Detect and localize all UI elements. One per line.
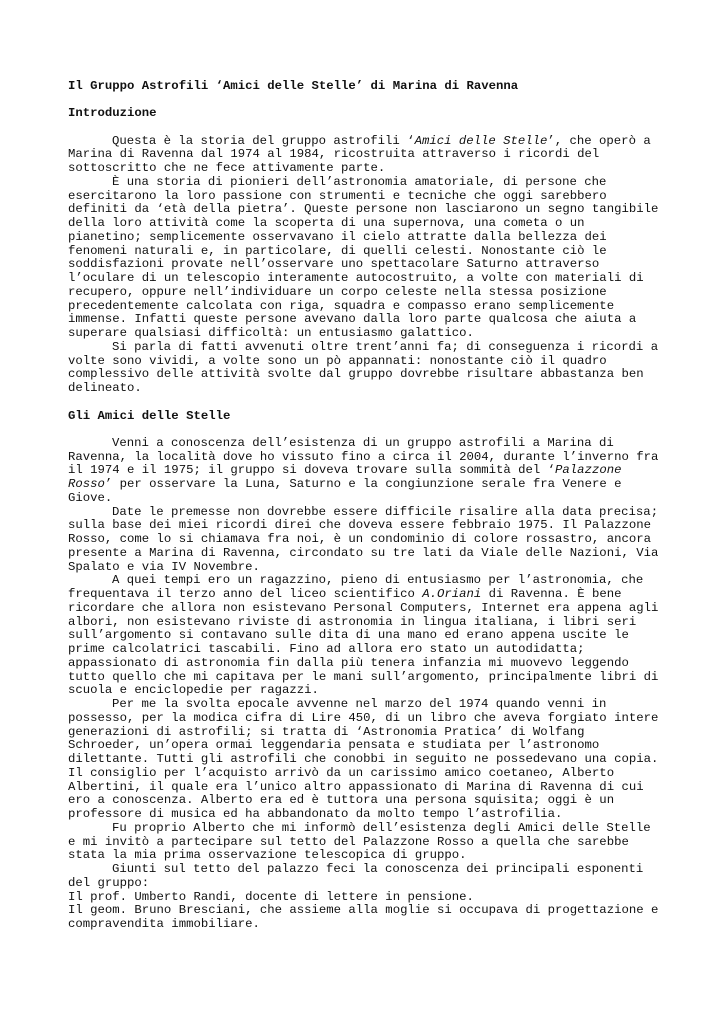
text-line: delineato.: [68, 381, 142, 395]
text-line: Giove.: [68, 490, 113, 505]
text-line: stata la mia prima osservazione telescopica di gruppo.: [68, 848, 467, 863]
text-line: Il consiglio per l’acquisto arrivò da un carissimo amico coetaneo, Alberto: [68, 765, 615, 780]
text-line: ricordare che allora non esistevano Personal Computers, Internet era appena agli: [68, 600, 659, 615]
emphasis: Rosso: [68, 477, 105, 491]
text-line: A quei tempi ero un ragazzino, pieno di entusiasmo per l’astronomia, che: [112, 573, 644, 588]
text-line: frequentava il terzo anno del liceo scientifico A.Oriani di Ravenna. È bene: [68, 587, 622, 601]
text-line: Per me la svolta epocale avvenne nel marzo del 1974 quando venni in: [112, 697, 607, 711]
text-line: ero a conoscenza. Alberto era ed è tuttora una persona squisita; oggi è un: [68, 793, 615, 808]
text-line: scuola e enciclopedie per ragazzi.: [68, 683, 319, 698]
text-line: della loro attività come la scoperta di una supernova, una cometa o un: [68, 216, 585, 230]
text-line: immense. Infatti queste persone avevano dalla loro parte qualcosa che aiuta a: [68, 312, 637, 327]
text-line: volte sono vividi, a volte sono un pò appannati: nonostante ciò il quadro: [68, 353, 607, 368]
text-line: Ravenna, la località dove ho vissuto fino a circa il 2004, durante l’inverno fra: [68, 449, 659, 464]
text-line: esercitarono la loro passione con strumenti e tecniche che oggi sarebbero: [68, 188, 607, 203]
text-line: Schroeder, un’opera ormai leggendaria pensata e studiata per l’astronomo: [68, 738, 600, 753]
paragraph: [68, 437, 658, 506]
paragraph: [68, 341, 658, 396]
text-line: sull’argomento si contavano sulle dita di una mano ed erano appena uscite le: [68, 628, 629, 643]
text-line: precedentemente calcolata con riga, squadra e compasso erano semplicemente: [68, 298, 615, 313]
text-line: Albertini, il quale era l’unico altro appassionato di Marina di Ravenna di cui: [68, 779, 644, 794]
text-line: e mi invitò a partecipare sul tetto del Palazzone Rosso a quella che sarebbe: [68, 834, 629, 849]
text-line: Questa è la storia del gruppo astrofili ‘Amici delle Stelle’, che operò a: [112, 133, 651, 148]
text-line: l’oculare di un telescopio interamente autocostruito, a volte con materiali di: [68, 271, 644, 285]
text-line: soddisfazioni provate nell’osservare uno spettacolare Saturno attraverso: [68, 257, 600, 272]
text-line: superare qualsiasi difficoltà: un entusiasmo galattico.: [68, 326, 474, 340]
paragraph: [68, 176, 658, 341]
text-line: fenomeni naturali e, in particolare, di quelli celesti. Nonostante ciò le: [68, 243, 607, 258]
text-line: sottoscritto che ne fece attivamente parte.: [68, 161, 386, 175]
text-line: albori, non esistevano riviste di astronomia in lingua italiana, i libri seri: [68, 614, 637, 629]
text-line: definiti da ‘età della pietra’. Queste persone non lasciarono un segno tangibile: [68, 202, 659, 217]
text-line: Fu proprio Alberto che mi informò dell’esistenza degli Amici delle Stelle: [112, 820, 651, 835]
paragraph: [68, 574, 658, 698]
text-line: È una storia di pionieri dell’astronomia amatoriale, di persone che: [112, 174, 607, 189]
emphasis: A.Oriani: [422, 587, 482, 601]
paragraph: [68, 506, 658, 575]
paragraph: [68, 863, 658, 891]
paragraph: [68, 822, 658, 863]
text-line: pianetino; semplicemente osservavano il cielo attratte dalla bellezza dei: [68, 229, 607, 244]
list-item: Il geom. Bruno Bresciani, che assieme alla moglie si occupava di progettazione e: [68, 903, 659, 918]
list-item: Il prof. Umberto Randi, docente di lettere in pensione.: [68, 889, 474, 904]
text-line: Rosso, come lo si chiamava fra noi, è un condominio di colore rossastro, ancora: [68, 532, 651, 546]
text-line: Giunti sul tetto del palazzo feci la conoscenza dei principali esponenti: [112, 862, 644, 876]
text-line: professore di musica ed ha abbandonato da molto tempo l’astrofilia.: [68, 807, 563, 821]
paragraph: [68, 135, 658, 176]
text-line: il 1974 e il 1975; il gruppo si doveva trovare sulla sommità del ‘Palazzone: [68, 463, 622, 478]
document-page: [68, 80, 658, 932]
text-line: dilettante. Tutti gli astrofili che conobbi in seguito ne possedevano una copia.: [68, 752, 659, 766]
text-line: complessivo delle attività svolte dal gruppo dovrebbe risultare abbastanza ben: [68, 367, 644, 382]
list-item: compravendita immobiliare.: [68, 917, 260, 931]
text-line: presente a Marina di Ravenna, circondato su tre lati da Viale delle Nazioni, Via: [68, 545, 659, 560]
text-line: generazioni di astrofili; si tratta di ‘Astronomia Pratica’ di Wolfang: [68, 724, 585, 739]
document-title: Il Gruppo Astrofili ‘Amici delle Stelle’ di Marina di Ravenna: [68, 79, 519, 93]
text-line: del gruppo:: [68, 875, 150, 890]
section-heading: Introduzione: [68, 106, 157, 121]
text-line: appassionato di astronomia fin dalla più tenera infanzia mi muovevo leggendo: [68, 655, 629, 670]
text-line: Spalato e via IV Novembre.: [68, 559, 260, 574]
text-line: recupero, oppure nell’individuare un corpo celeste nella stessa posizione: [68, 284, 607, 299]
paragraph: [68, 698, 658, 822]
emphasis: Palazzone: [555, 463, 622, 478]
text-line: prime calcolatrici tascabili. Fino ad allora ero stato un autodidatta;: [68, 642, 585, 656]
emphasis: Amici delle Stelle: [414, 133, 548, 148]
text-line: Si parla di fatti avvenuti oltre trent’anni fa; di conseguenza i ricordi a: [112, 339, 659, 354]
section-heading: Gli Amici delle Stelle: [68, 408, 231, 423]
text-line: Venni a conoscenza dell’esistenza di un gruppo astrofili a Marina di: [112, 435, 614, 450]
text-line: tutto quello che mi capitava per le mani sull’argomento, principalmente libri di: [68, 669, 659, 684]
member-list: [68, 891, 658, 932]
text-line: Marina di Ravenna dal 1974 al 1984, ricostruita attraverso i ricordi del: [68, 147, 600, 162]
text-line: sulla base dei miei ricordi direi che doveva essere febbraio 1975. Il Palazzone: [68, 518, 651, 533]
spacer: [68, 396, 658, 410]
text-line: possesso, per la modica cifra di Lire 450, di un libro che aveva forgiato intere: [68, 710, 659, 725]
text-line: Date le premesse non dovrebbe essere difficile risalire alla data precisa;: [112, 504, 659, 519]
text-line: Rosso’ per osservare la Luna, Saturno e la congiunzione serale fra Venere e: [68, 477, 622, 491]
